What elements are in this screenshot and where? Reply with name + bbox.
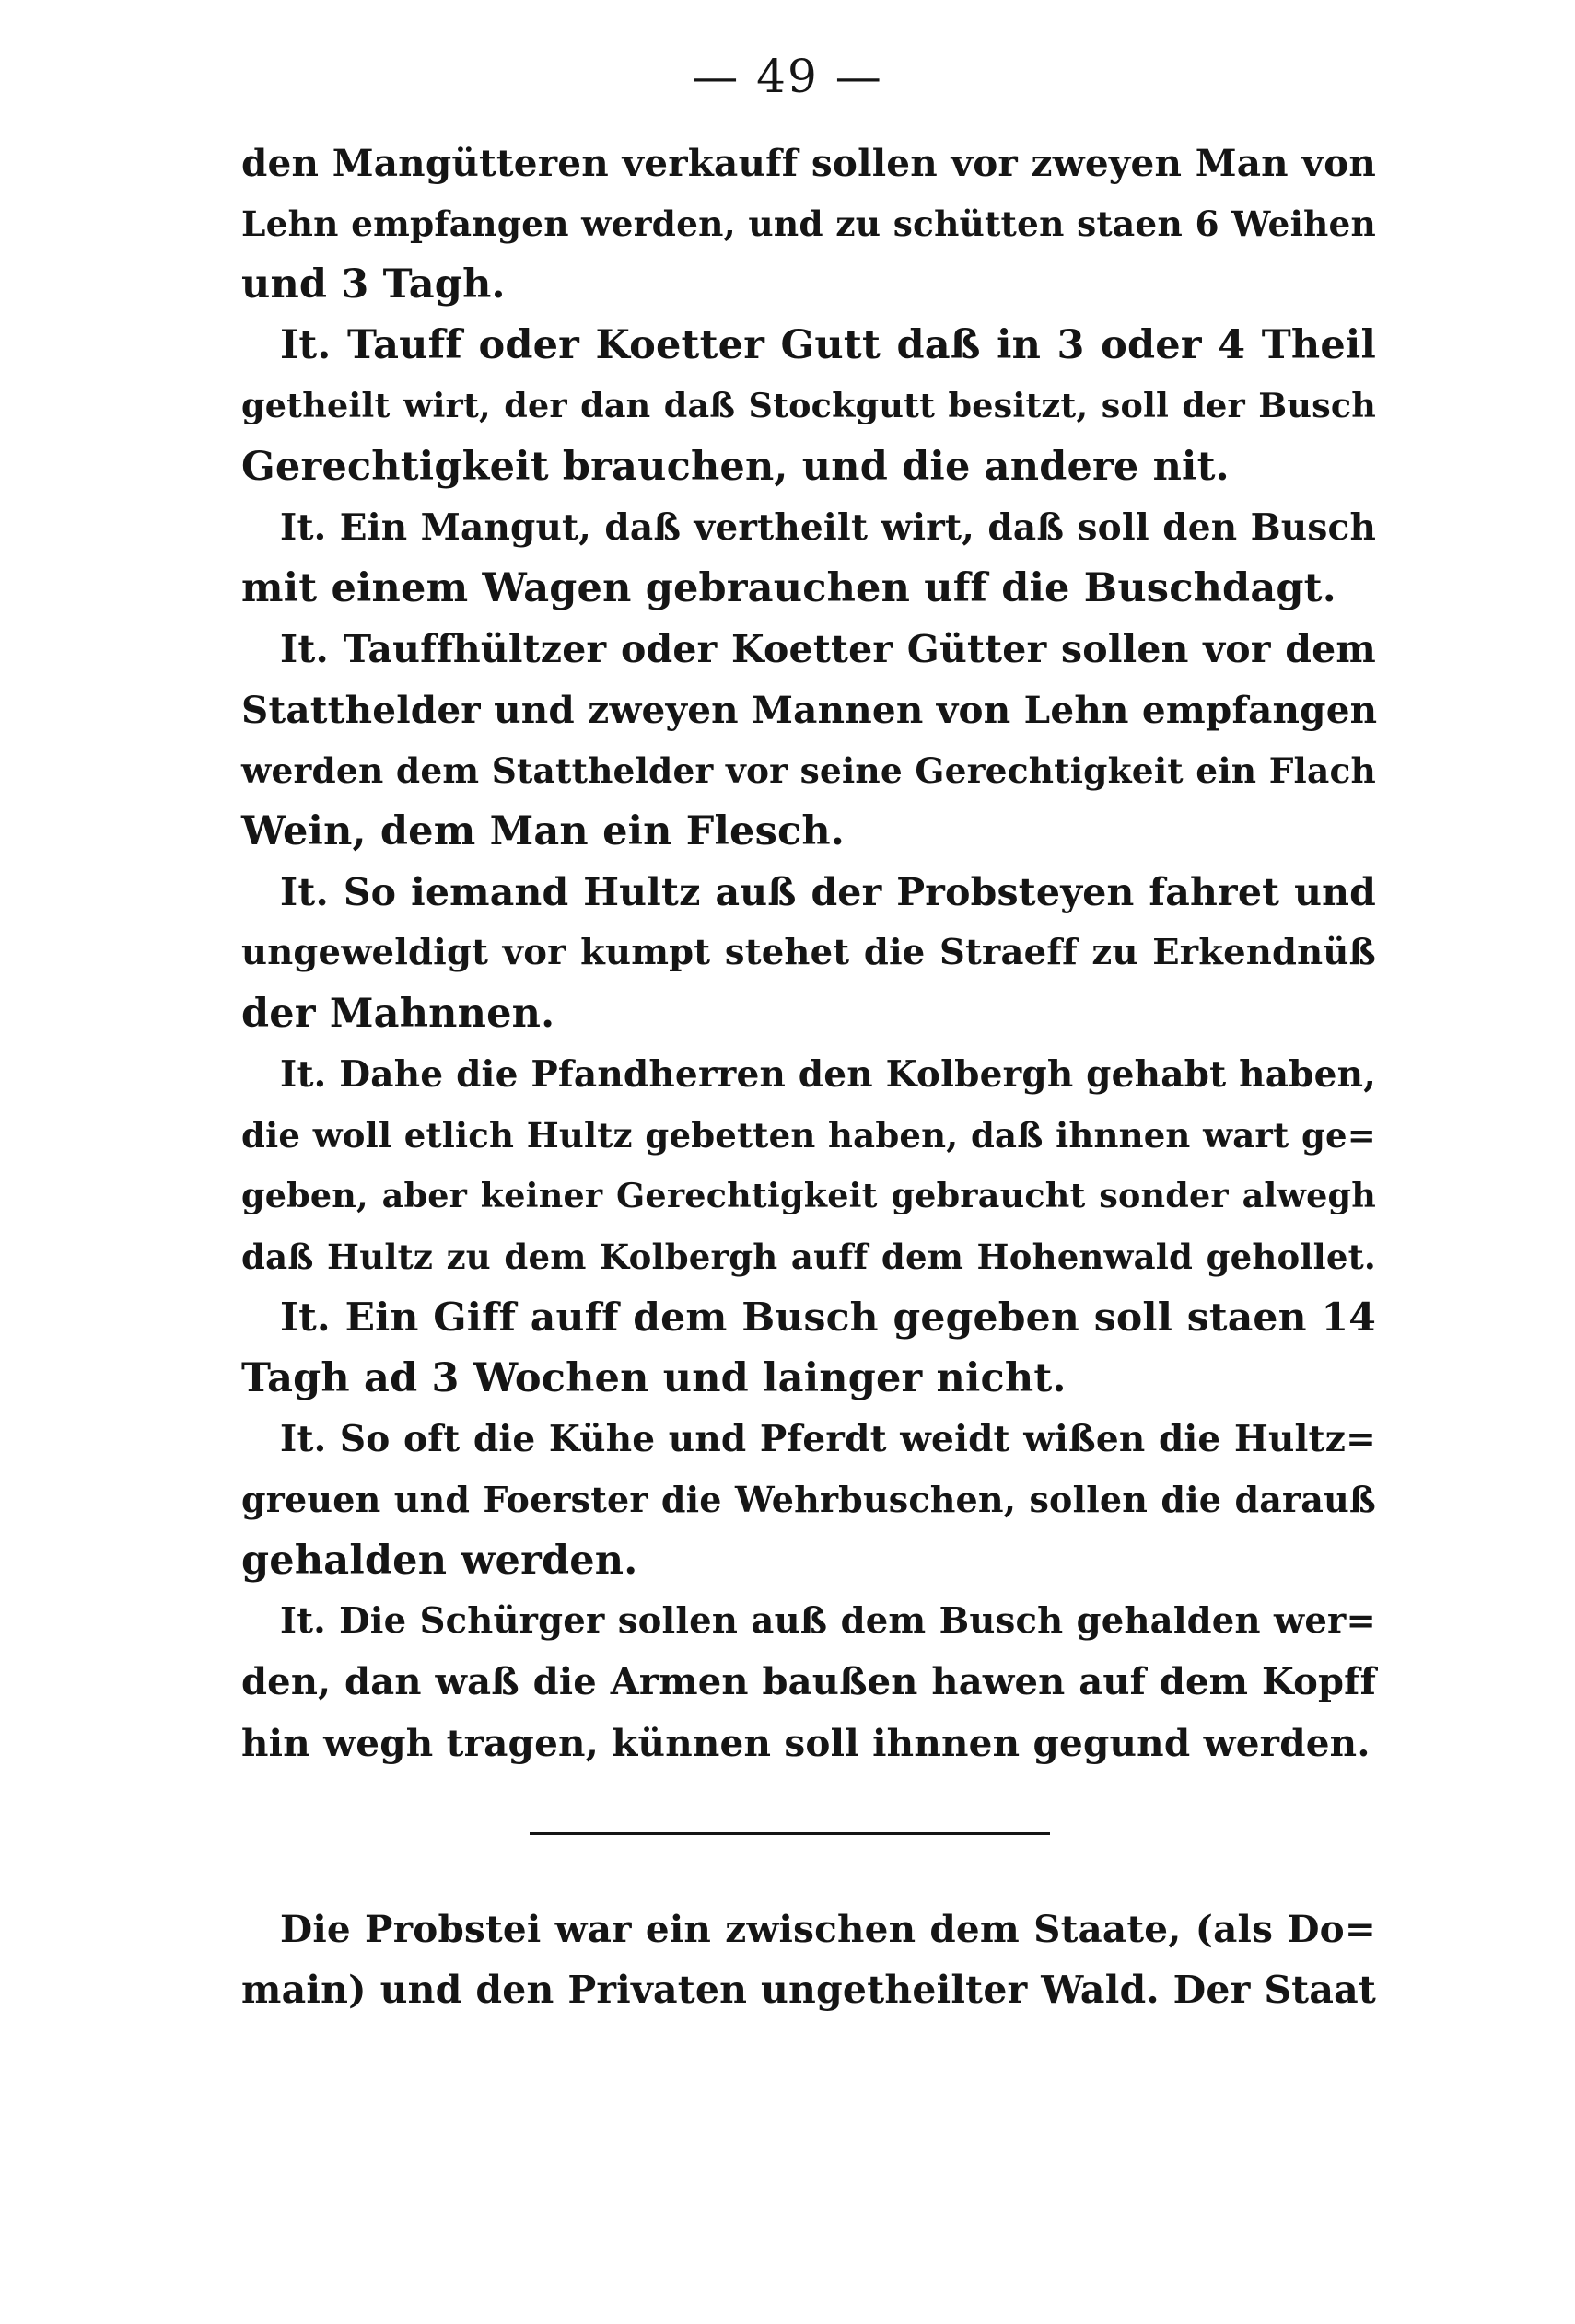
text-line: daß Hultz zu dem Kolbergh auff dem Hohenwald gehollet.: [241, 1237, 1376, 1277]
text-line: Gerechtigkeit brauchen, und die andere nit.: [241, 444, 1230, 490]
page-number: — 49 —: [692, 50, 883, 103]
text-line: main) und den Privaten ungetheilter Wald. Der Staat: [241, 1968, 1376, 2012]
text-line: It. Ein Mangut, daß vertheilt wirt, daß soll den Busch: [280, 506, 1376, 549]
text-line: Lehn empfangen werden, und zu schütten staen 6 Weihen: [241, 203, 1376, 244]
text-line: getheilt wirt, der dan daß Stockgutt besitzt, soll der Busch: [241, 386, 1376, 425]
text-line: den, dan waß die Armen baußen hawen auf dem Kopff: [241, 1660, 1376, 1703]
main-text: [241, 133, 1376, 1773]
text-line: ungeweldigt vor kumpt stehet die Straeff zu Erkendnüß: [241, 932, 1376, 973]
text-line: It. Dahe die Pfandherren den Kolbergh gehabt haben,: [280, 1053, 1376, 1096]
text-line: Statthelder und zweyen Mannen von Lehn empfangen: [241, 688, 1378, 732]
footnote-text: [241, 1899, 1376, 2020]
text-line: der Mahnnen.: [241, 991, 555, 1037]
text-line: mit einem Wagen gebrauchen uff die Buschdagt.: [241, 565, 1336, 611]
text-line: It. Tauffhültzer oder Koetter Gütter sollen vor dem: [280, 627, 1376, 671]
text-line: It. Ein Giff auff dem Busch gegeben soll staen 14: [280, 1295, 1376, 1341]
text-line: Die Probstei war ein zwischen dem Staate, (als Do=: [280, 1907, 1376, 1951]
text-line: hin wegh tragen, künnen soll ihnnen gegund werden.: [241, 1721, 1371, 1765]
text-line: It. Tauff oder Koetter Gutt daß in 3 oder 4 Theil: [280, 322, 1376, 368]
text-line: werden dem Statthelder vor seine Gerechtigkeit ein Flach: [241, 750, 1376, 791]
section-divider: [530, 1832, 1050, 1835]
text-line: gehalden werden.: [241, 1538, 638, 1584]
text-line: die woll etlich Hultz gebetten haben, daß ihnnen wart ge=: [241, 1115, 1376, 1156]
text-line: It. Die Schürger sollen auß dem Busch gehalden wer=: [280, 1600, 1376, 1642]
text-line: und 3 Tagh.: [241, 261, 506, 308]
text-line: Wein, dem Man ein Flesch.: [241, 808, 846, 854]
text-line: It. So oft die Kühe und Pferdt weidt wißen die Hultz=: [280, 1418, 1376, 1460]
text-line: den Mangütteren verkauff sollen vor zweyen Man von: [241, 141, 1376, 185]
text-line: greuen und Foerster die Wehrbuschen, sollen die darauß: [241, 1479, 1376, 1520]
text-line: geben, aber keiner Gerechtigkeit gebraucht sonder alwegh: [241, 1176, 1376, 1215]
text-line: It. So iemand Hultz auß der Probsteyen fahret und: [280, 870, 1376, 914]
text-line: Tagh ad 3 Wochen und lainger nicht.: [241, 1355, 1067, 1401]
